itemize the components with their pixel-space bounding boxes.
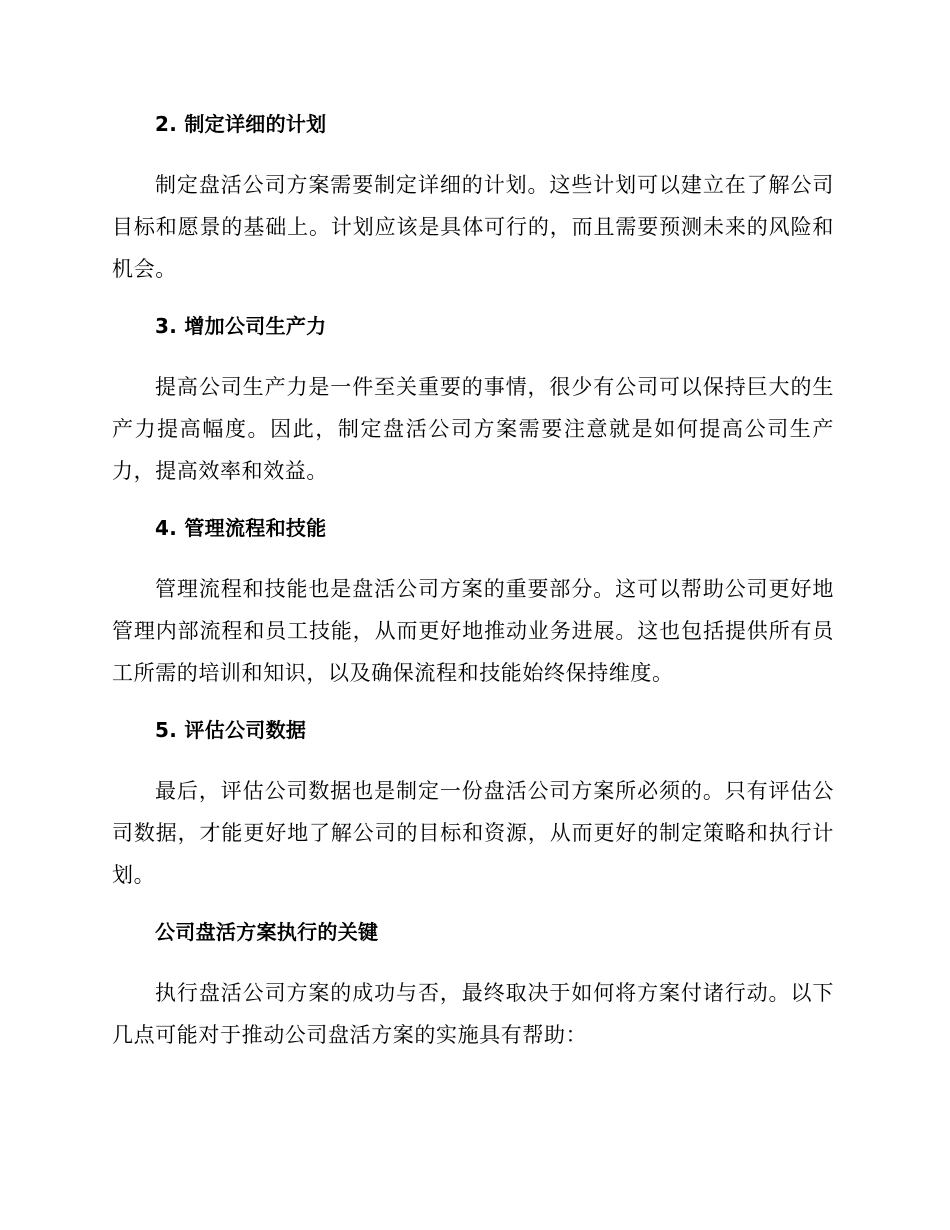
section-paragraph: 提高公司生产力是一件至关重要的事情，很少有公司可以保持巨大的生产力提高幅度。因此，制定盘活公司方案需要注意就是如何提高公司生产力，提高效率和效益。 bbox=[112, 375, 834, 483]
section-paragraph: 制定盘活公司方案需要制定详细的计划。这些计划可以建立在了解公司目标和愿景的基础上。计划应该是具体可行的，而且需要预测未来的风险和机会。 bbox=[112, 173, 834, 281]
section-process-skills bbox=[112, 514, 834, 694]
document-page bbox=[112, 110, 834, 1056]
section-heading: 2. 制定详细的计划 bbox=[155, 112, 327, 136]
section-heading: 4. 管理流程和技能 bbox=[155, 516, 327, 540]
section-detailed-plan bbox=[112, 110, 834, 290]
section-evaluate-data bbox=[112, 716, 834, 896]
section-productivity bbox=[112, 312, 834, 492]
section-heading: 公司盘活方案执行的关键 bbox=[155, 920, 379, 944]
section-heading: 3. 增加公司生产力 bbox=[155, 314, 327, 338]
section-paragraph: 最后，评估公司数据也是制定一份盘活公司方案所必须的。只有评估公司数据，才能更好地了解公司的目标和资源，从而更好的制定策略和执行计划。 bbox=[112, 779, 834, 887]
section-paragraph: 管理流程和技能也是盘活公司方案的重要部分。这可以帮助公司更好地管理内部流程和员工技能，从而更好地推动业务进展。这也包括提供所有员工所需的培训和知识，以及确保流程和技能始终保持维度。 bbox=[112, 577, 834, 685]
section-heading: 5. 评估公司数据 bbox=[155, 718, 307, 742]
section-execution-keys bbox=[112, 918, 834, 1056]
section-paragraph: 执行盘活公司方案的成功与否，最终取决于如何将方案付诸行动。以下几点可能对于推动公司盘活方案的实施具有帮助： bbox=[112, 981, 834, 1047]
